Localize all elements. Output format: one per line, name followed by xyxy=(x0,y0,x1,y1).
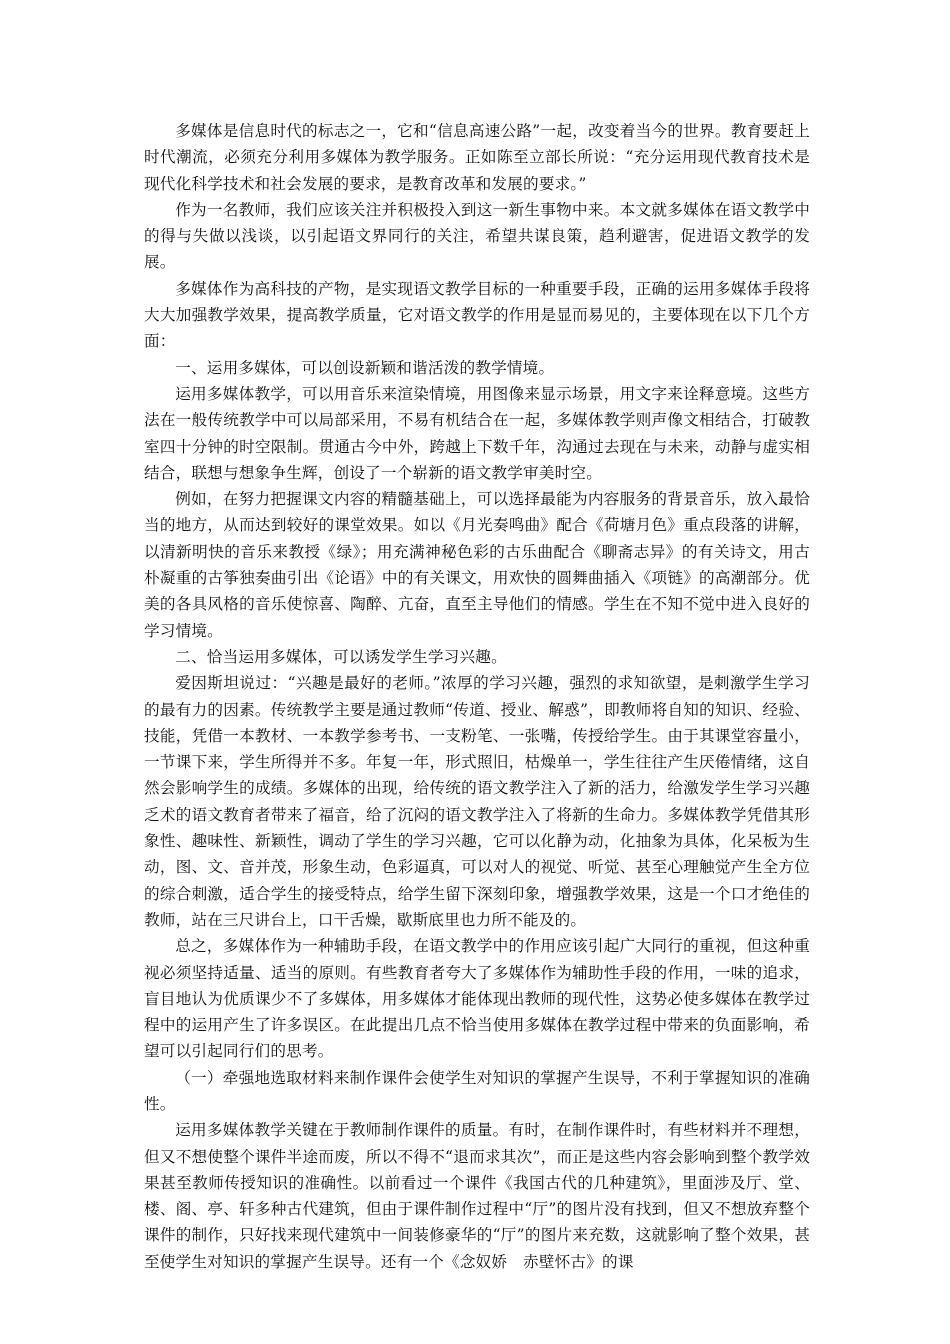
paragraph-summary: 总之，多媒体作为一种辅助手段，在语文教学中的作用应该引起广大同行的重视，但这种重视必须坚持适量、适当的原则。有些教育者夸大了多媒体作为辅助性手段的作用，一味的追求，盲目地认为优质课少不了多媒体，用多媒体才能体现出教师的现代性，这势必使多媒体在教学过程中的运用产生了许多误区。在此提出几点不恰当使用多媒体在教学过程中带来的负面影响，希望可以引起同行们的思考。 xyxy=(144,937,810,1061)
paragraph-section-1-body: 运用多媒体教学，可以用音乐来渲染情境，用图像来显示场景，用文字来诠释意境。这些方法在一般传统教学中可以局部采用，不易有机结合在一起，多媒体教学则声像文相结合，打破教室四十分钟的时空限制。贯通古今中外，跨越上下数千年，沟通过去现在与未来，动静与虚实相结合，联想与想象争生辉，创设了一个崭新的语文教学审美时空。 xyxy=(144,384,810,482)
paragraph-section-2-body: 爱因斯坦说过：“兴趣是最好的老师。”浓厚的学习兴趣，强烈的求知欲望，是刺激学生学习的最有力的因素。传统教学主要是通过教师“传道、授业、解惑”，即教师将自知的知识、经验、技能，凭借一本教材、一本教学参考书、一支粉笔、一张嘴，传授给学生。由于其课堂容量小，一节课下来，学生所得并不多。年复一年，形式照旧，枯燥单一，学生往往产生厌倦情绪，这自然会影响学生的成绩。多媒体的出现，给传统的语文教学注入了新的活力，给激发学生学习兴趣乏术的语文教育者带来了福音，给了沉闷的语文教学注入了将新的生命力。多媒体教学凭借其形象性、趣味性、新颖性，调动了学生的学习兴趣，它可以化静为动，化抽象为具体，化呆板为生动，图、文、音并茂，形象生动，色彩逼真，可以对人的视觉、听觉、甚至心理触觉产生全方位的综合刺激，适合学生的接受特点，给学生留下深刻印象，增强教学效果，这是一个口才绝佳的教师，站在三尺讲台上，口干舌燥，歇斯底里也力所不能及的。 xyxy=(144,674,810,929)
paragraph-subsection-1-body: 运用多媒体教学关键在于教师制作课件的质量。有时，在制作课件时，有些材料并不理想，但又不想使整个课件半途而废，所以不得不“退而求其次”，而正是这些内容会影响到整个教学效果甚至教师传授知识的准确性。以前看过一个课件《我国古代的几种建筑》，里面涉及厅、堂、楼、阁、亭、轩多种古代建筑，但由于课件制作过程中“厅”的图片没有找到，但又不想放弃整个课件的制作，只好找来现代建筑中一间装修豪华的“厅”的图片来充数，这就影响了整个效果，甚至使学生对知识的掌握产生误导。还有一个《念奴娇 赤壁怀古》的课 xyxy=(144,1121,810,1271)
paragraph-overview: 多媒体作为高科技的产物，是实现语文教学目标的一种重要手段，正确的运用多媒体手段将大大加强教学效果，提高教学质量，它对语文教学的作用是显而易见的，主要体现在以下几个方面： xyxy=(144,279,810,351)
document-body xyxy=(144,118,810,1275)
paragraph-teacher-role: 作为一名教师，我们应该关注并积极投入到这一新生事物中来。本文就多媒体在语文教学中的得与失做以浅谈，以引起语文界同行的关注，希望共谋良策，趋利避害，促进语文教学的发展。 xyxy=(144,200,810,272)
section-heading-1: 一、运用多媒体，可以创设新颖和谐活泼的教学情境。 xyxy=(175,358,555,377)
section-heading-2: 二、恰当运用多媒体，可以诱发学生学习兴趣。 xyxy=(175,647,507,666)
subsection-heading-1: （一）牵强地选取材料来制作课件会使学生对知识的掌握产生误导，不利于掌握知识的准确性。 xyxy=(144,1068,810,1113)
paragraph-section-1-example: 例如，在努力把握课文内容的精髓基础上，可以选择最能为内容服务的背景音乐，放入最恰当的地方，从而达到较好的课堂效果。如以《月光奏鸣曲》配合《荷塘月色》重点段落的讲解，以清新明快的音乐来教授《绿》；用充满神秘色彩的古乐曲配合《聊斋志异》的有关诗文，用古朴凝重的古筝独奏曲引出《论语》中的有关课文，用欢快的圆舞曲插入《项链》的高潮部分。优美的各具风格的音乐使惊喜、陶醉、亢奋，直至主导他们的情感。学生在不知不觉中进入良好的学习情境。 xyxy=(144,490,810,640)
paragraph-intro: 多媒体是信息时代的标志之一，它和“信息高速公路”一起，改变着当今的世界。教育要赶上时代潮流，必须充分利用多媒体为教学服务。正如陈至立部长所说：“充分运用现代教育技术是现代化科学技术和社会发展的要求，是教育改革和发展的要求。” xyxy=(144,122,810,193)
